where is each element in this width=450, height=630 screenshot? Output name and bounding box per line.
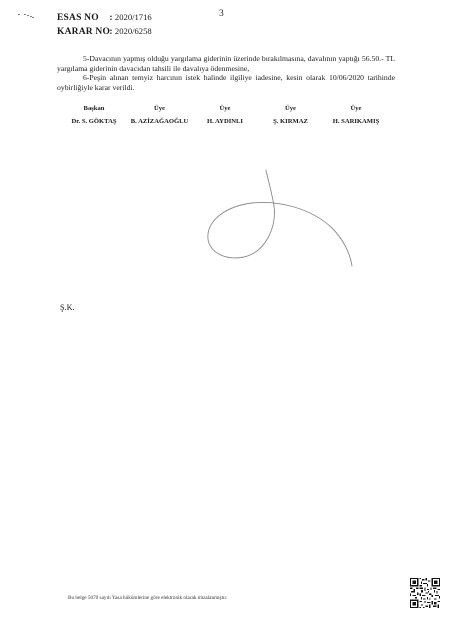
decision-text: [57, 54, 395, 92]
typist-initials: Ş.K.: [60, 303, 75, 312]
judge-panel: [62, 104, 388, 125]
karar-no-row: [57, 25, 152, 39]
member-role: Üye: [219, 105, 231, 112]
handwritten-signature: [200, 168, 360, 268]
member-role: Üye: [285, 105, 296, 112]
member-name: H. SARIKAMIŞ: [332, 118, 380, 125]
member-name: H. AYDINLI: [206, 118, 244, 125]
panel-member-uye-3: [259, 104, 323, 125]
panel-member-uye-1: [128, 104, 192, 125]
member-role: Üye: [350, 105, 362, 112]
esas-no-label: ESAS NO: [57, 13, 99, 23]
member-name: Ş. KIRMAZ: [273, 118, 308, 125]
page-number: 3: [219, 9, 224, 19]
esas-no-row: [57, 11, 152, 25]
qr-code-icon: [410, 578, 440, 608]
panel-member-uye-2: [193, 104, 257, 125]
member-role: Üye: [154, 105, 165, 112]
karar-no-separator: :: [109, 26, 113, 37]
member-name: Dr. S. GÖKTAŞ: [71, 118, 117, 125]
paragraph-6: 6-Peşin alınan temyiz harcının istek halinde ilgiliye iadesine, kesin olarak 10/06/2020 tarihinde oybirliğiyle karar verildi.: [57, 73, 395, 92]
esas-no-separator: :: [109, 13, 113, 23]
e-signature-note: Bu belge 5070 sayılı Yasa hükümlerine göre elektronik olarak imzalanmıştır.: [68, 595, 228, 601]
panel-member-baskan: [62, 104, 126, 125]
karar-no-value: 2020/6258: [114, 25, 152, 36]
karar-no-label: KARAR NO: [57, 26, 111, 37]
scan-artifact-dots: [18, 13, 34, 19]
member-name: B. AZİZAĞAOĞLU: [130, 118, 189, 125]
case-header: [57, 11, 152, 38]
paragraph-5: 5-Davacının yapmış olduğu yargılama giderinin üzerinde bırakılmasına, davalının yaptığı 56.50.- TL yargılama giderinin davacıdan tahsili ile davalıya ödenmesine,: [57, 54, 395, 73]
esas-no-value: 2020/1716: [114, 12, 152, 22]
panel-member-uye-4: [324, 104, 388, 125]
member-role: Başkan: [83, 105, 105, 112]
